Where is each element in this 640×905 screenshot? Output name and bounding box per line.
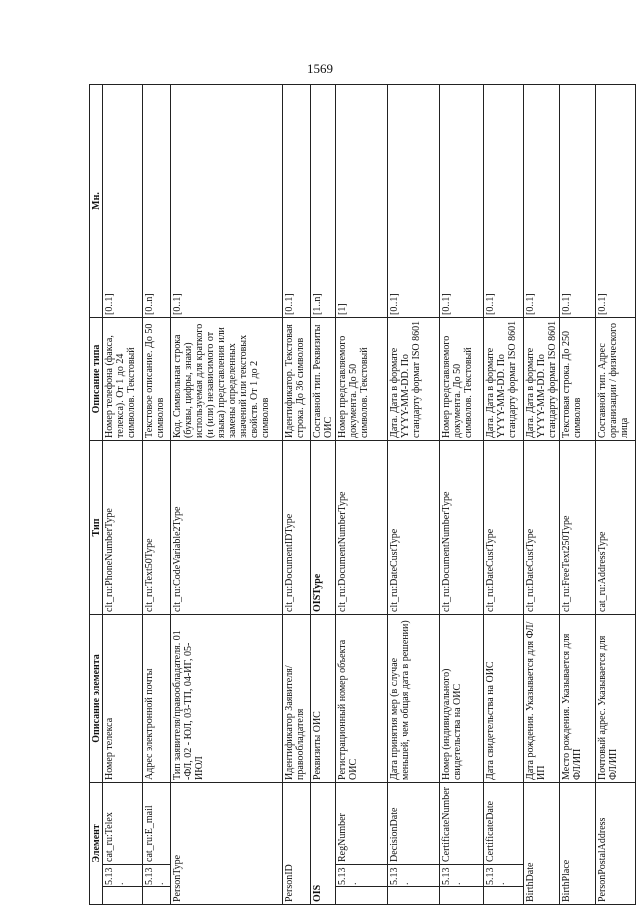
table-row [143,84,171,904]
header-mult: Мн. [90,84,103,317]
header-element-desc: Описание элемента [90,614,103,782]
rotated-table-container [89,85,630,905]
multiplicity: [0..n] [143,84,171,317]
table-row [560,84,596,904]
type-name: clt_ru:CodeVariable2Type [171,440,283,614]
multiplicity: [0..1] [560,84,596,317]
indent-cell [336,887,388,905]
element-description: Реквизиты ОИС [311,614,336,782]
element-description: Дата свидетельства на ОИС [484,614,524,782]
indent-cell [484,887,524,905]
table-row [524,84,560,904]
type-name: clt_ru:FreeText250Type [560,440,596,614]
element-name: BirthPlace [560,782,596,904]
table-row [171,84,283,904]
type-description: Дата. Дата в формате YYYY-MM-DD. По стандарту формат ISO 8601 [484,317,524,440]
element-description: Почтовый адрес. Указывается для ФЛ/ИП [596,614,636,782]
element-description: Идентификатор Заявителя/правообладателя [283,614,311,782]
type-name: clt_ru:DateCustType [524,440,560,614]
element-name: OIS [311,782,336,904]
type-description: Дата. Дата в формате YYYY-MM-DD. По стандарту формат ISO 8601 [388,317,440,440]
page-number: 1569 [307,61,333,76]
element-description: Дата принятия мер (в случае меньшей, чем общая дата в решении) [388,614,440,782]
element-description: Тип заявителя/правообладателя. 01 -ФЛ, 02 - ЮЛ, 03-ТП, 04-ИГ, 05- ИЮЛ [171,614,283,782]
element-description: Адрес электронной почты [143,614,171,782]
type-name: clt_ru:DocumentNumberType [440,440,484,614]
row-number: 5.13. [143,865,171,887]
type-name: clt_ru:DateCustType [388,440,440,614]
type-description: Составной тип. Адрес организации / физического лица [596,317,636,440]
element-name: cat_ru:E_mail [143,782,171,864]
table-row [103,84,143,904]
type-description: Номер представляемого документа. До 50 символов. Текстовый [336,317,388,440]
element-table [89,84,636,905]
element-name: CertificateNumber [440,782,484,864]
element-description: Номер (индивидуального) свидетельства на ОИС [440,614,484,782]
header-type-desc: Описание типа [90,317,103,440]
type-description: Номер телефона (факса, телекса). От 1 до 24 символов. Текстовый [103,317,143,440]
indent-cell [103,887,143,905]
type-description: Текстовая строка. До 250 символов [560,317,596,440]
multiplicity: [0..1] [596,84,636,317]
table-row [336,84,388,904]
element-description: Номер телекса [103,614,143,782]
multiplicity: [0..1] [524,84,560,317]
type-name: clt_ru:Text50Type [143,440,171,614]
table-row [484,84,524,904]
multiplicity: [0..1] [484,84,524,317]
element-name: RegNumber [336,782,388,864]
multiplicity: [1..n] [311,84,336,317]
multiplicity: [0..1] [440,84,484,317]
element-name: PersonID [283,782,311,904]
row-number: 5.13. [484,865,524,887]
type-name: clt_ru:DocumentIDType [283,440,311,614]
type-name: clt_ru:PhoneNumberType [103,440,143,614]
row-number: 5.13. [336,865,388,887]
type-description: Код. Символьная строка (буквы, цифры, знаки) используемая для краткого (и (или) независимого от языка) представления или замены определенных значений или текстовых свойств. От 1 до 2 символов [171,317,283,440]
table-row [311,84,336,904]
type-description: Текстовое описание. До 50 символов [143,317,171,440]
type-description: Идентификатор. Текстовая строка. До 36 символов [283,317,311,440]
element-name: BirthDate [524,782,560,904]
type-name: clt_ru:DateCustType [484,440,524,614]
indent-cell [440,887,484,905]
type-name: cat_ru:AddressType [596,440,636,614]
type-description: Составной тип. Реквизиты ОИС [311,317,336,440]
type-description: Дата. Дата в формате YYYY-MM-DD. По стандарту формат ISO 8601 [524,317,560,440]
indent-cell [143,887,171,905]
table-row [440,84,484,904]
table-row [388,84,440,904]
header-element: Элемент [90,782,103,904]
table-row [283,84,311,904]
element-name: PersonType [171,782,283,904]
row-number: 5.13. [440,865,484,887]
indent-cell [388,887,440,905]
element-description: Регистрационный номер объекта ОИС [336,614,388,782]
multiplicity: [0..1] [103,84,143,317]
element-name: CertificateDate [484,782,524,864]
table-row [596,84,636,904]
type-description: Номер представляемого документа. До 50 символов. Текстовый [440,317,484,440]
type-name: OISType [311,440,336,614]
multiplicity: [0..1] [171,84,283,317]
element-name: PersonPostalAddress [596,782,636,904]
table-body [103,84,636,904]
element-name: DecisionDate [388,782,440,864]
row-number: 5.13. [103,865,143,887]
header-type: Тип [90,440,103,614]
multiplicity: [0..1] [388,84,440,317]
multiplicity: [0..1] [283,84,311,317]
row-number: 5.13. [388,865,440,887]
type-name: clt_ru:DocumentNumberType [336,440,388,614]
element-description: Место рождения. Указывается для ФЛ/ИП [560,614,596,782]
table-header-row [90,84,103,904]
multiplicity: [1] [336,84,388,317]
element-name: cat_ru:Telex [103,782,143,864]
element-description: Дата рождения. Указывается для ФЛ/ИП [524,614,560,782]
